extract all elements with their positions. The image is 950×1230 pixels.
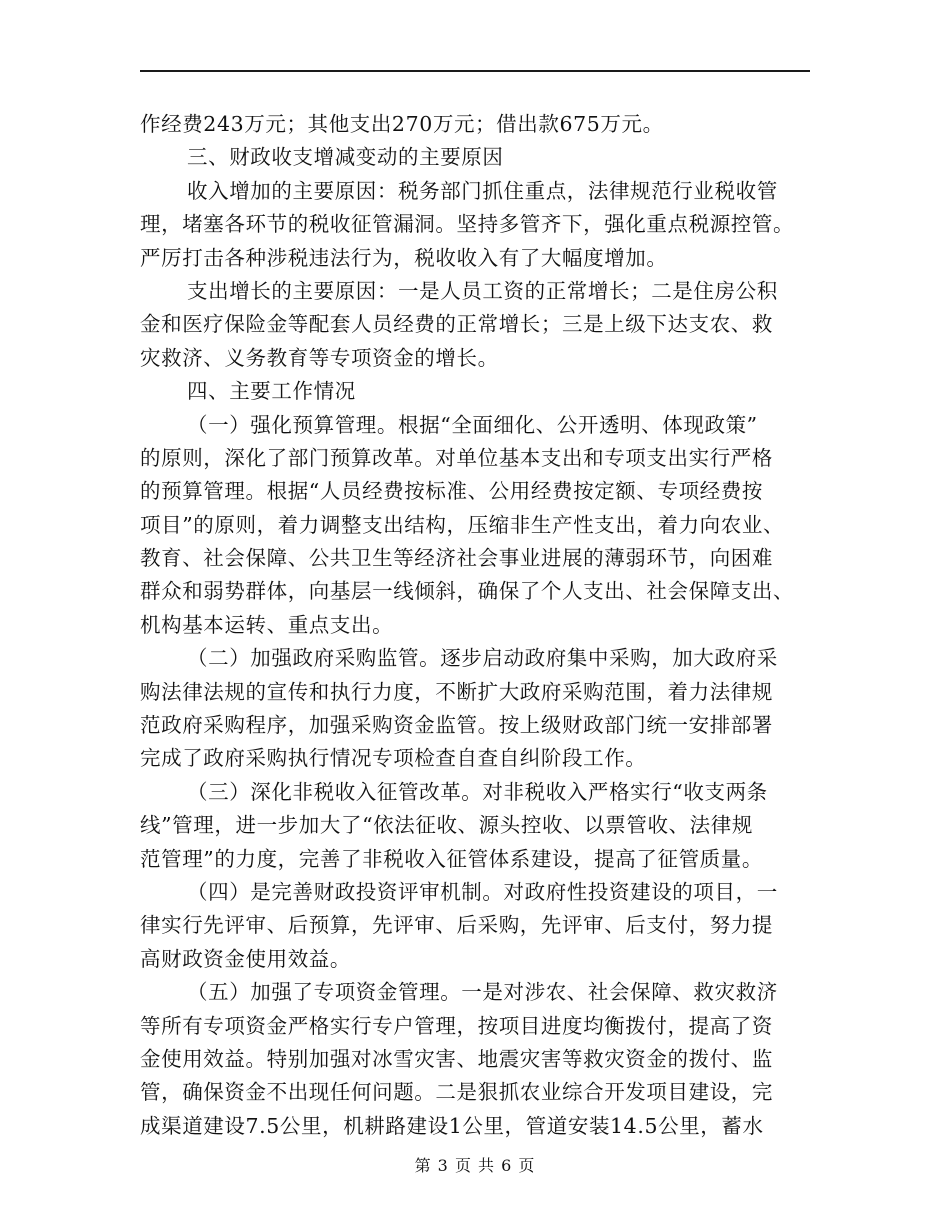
text-line: 金和医疗保险金等配套人员经费的正常增长；三是上级下达支农、救 [140, 312, 773, 337]
text-line: 管，确保资金不出现任何问题。二是狠抓农业综合开发项目建设，完 [140, 1080, 773, 1105]
text-line: 高财政资金使用效益。 [140, 946, 351, 971]
text-line: （一）强化预算管理。根据“全面细化、公开透明、体现政策” [187, 412, 758, 437]
text-line: 作经费243万元；其他支出270万元；借出款675万元。 [140, 112, 664, 136]
text-line: 机构基本运转、重点支出。 [140, 612, 394, 637]
text-line: 严厉打击各种涉税违法行为，税收收入有了大幅度增加。 [140, 245, 668, 270]
text-line: 收入增加的主要原因：税务部门抓住重点，法律规范行业税收管 [187, 178, 778, 203]
section-heading: 三、财政收支增减变动的主要原因 [187, 145, 504, 170]
text-line: 等所有专项资金严格实行专户管理，按项目进度均衡拨付，提高了资 [140, 1013, 773, 1038]
text-line: 线”管理，进一步加大了“依法征收、源头控收、以票管收、法律规 [140, 813, 753, 838]
text-line: 金使用效益。特别加强对冰雪灾害、地震灾害等救灾资金的拨付、监 [140, 1046, 773, 1071]
text-line: （二）加强政府采购监管。逐步启动政府集中采购，加大政府采 [187, 646, 778, 671]
text-line: 项目”的原则，着力调整支出结构，压缩非生产性支出，着力向农业、 [140, 512, 785, 537]
text-line: 的原则，深化了部门预算改革。对单位基本支出和专项支出实行严格 [140, 445, 773, 470]
text-line: 教育、社会保障、公共卫生等经济社会事业进展的薄弱环节，向困难 [140, 546, 773, 571]
text-line: 律实行先评审、后预算，先评审、后采购，先评审、后支付，努力提 [140, 913, 773, 938]
document-body [140, 108, 820, 1143]
header-rule [140, 70, 810, 72]
text-line: （五）加强了专项资金管理。一是对涉农、社会保障、救灾救济 [187, 980, 778, 1005]
page-number: 第 3 页 共 6 页 [414, 1156, 536, 1175]
text-line: 购法律法规的宣传和执行力度，不断扩大政府采购范围，着力法律规 [140, 679, 773, 704]
text-line: 支出增长的主要原因：一是人员工资的正常增长；二是住房公积 [187, 278, 778, 303]
text-line: 的预算管理。根据“人员经费按标准、公用经费按定额、专项经费按 [140, 479, 763, 504]
text-line: 群众和弱势群体，向基层一线倾斜，确保了个人支出、社会保障支出、 [140, 579, 795, 604]
text-line: 完成了政府采购执行情况专项检查自查自纠阶段工作。 [140, 746, 647, 771]
text-line: 范政府采购程序，加强采购资金监管。按上级财政部门统一安排部署 [140, 713, 773, 738]
text-line: 成渠道建设7.5公里，机耕路建设1公里，管道安装14.5公里，蓄水 [140, 1113, 764, 1138]
text-line: 理，堵塞各环节的税收征管漏洞。坚持多管齐下，强化重点税源控管。 [140, 212, 795, 237]
section-heading: 四、主要工作情况 [187, 379, 356, 404]
text-line: 灾救济、义务教育等专项资金的增长。 [140, 345, 499, 370]
text-line: 范管理”的力度，完善了非税收入征管体系建设，提高了征管质量。 [140, 846, 763, 871]
text-line: （四）是完善财政投资评审机制。对政府性投资建设的项目，一 [187, 879, 778, 904]
text-line: （三）深化非税收入征管改革。对非税收入严格实行“收支两条 [187, 779, 768, 804]
